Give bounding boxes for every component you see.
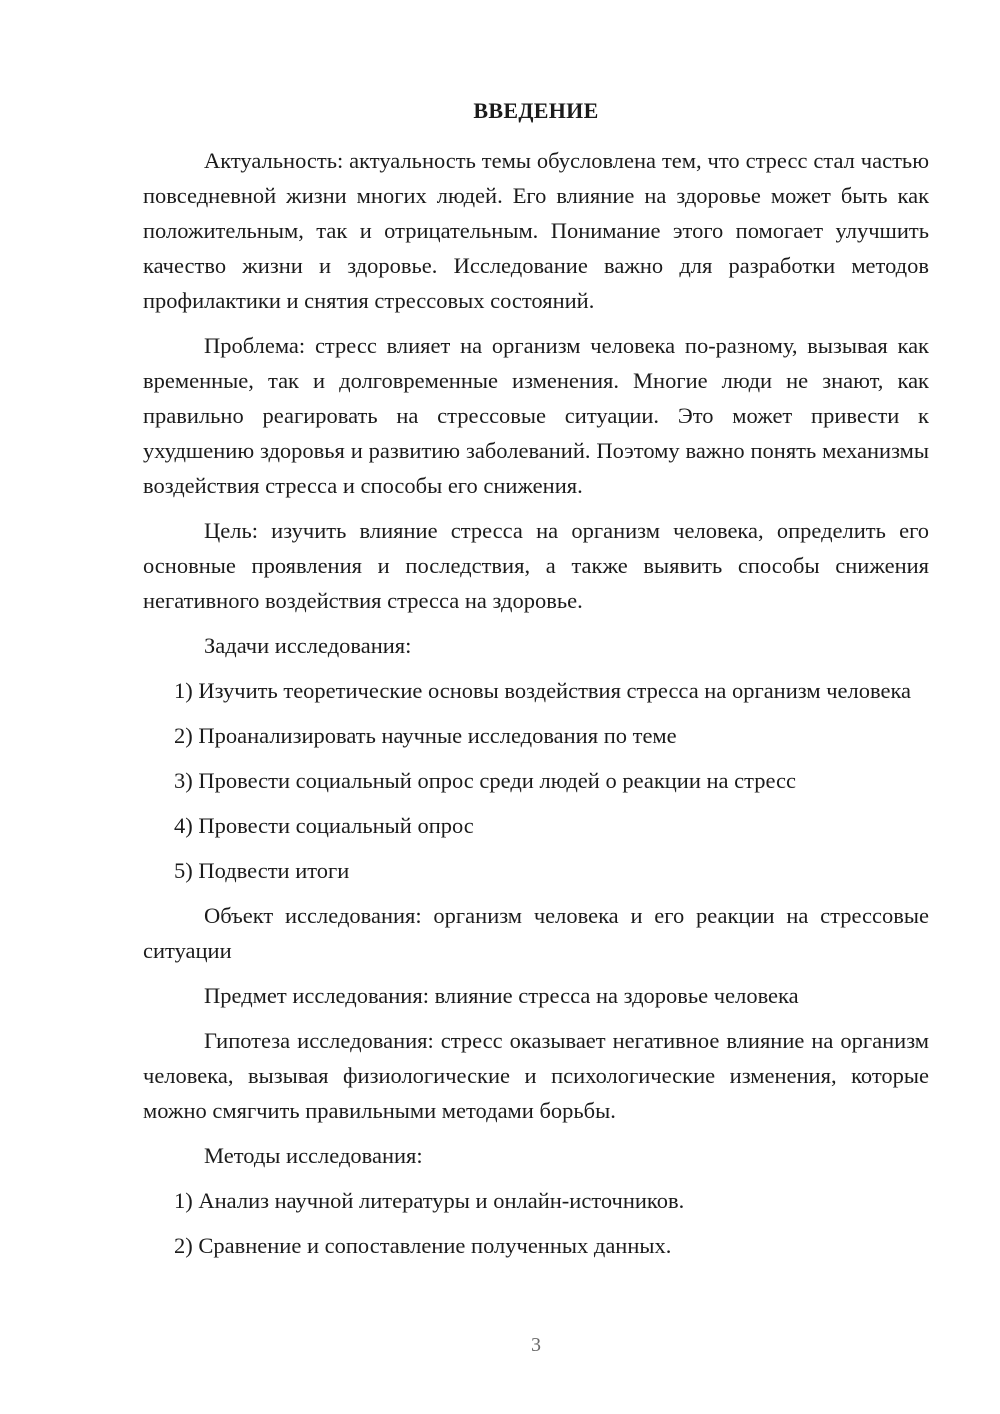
- task-item: 5) Подвести итоги: [174, 858, 350, 883]
- page-title: ВВЕДЕНИЕ: [473, 98, 599, 123]
- paragraph-problem: Проблема: стресс влияет на организм человека по-разному, вызывая как временные, так и долговременные изменения. Многие люди не знают, как правильно реагировать на стрессовые ситуации. Это может привести к ухудшению здоровья и развитию заболеваний. Поэтому важно понять механизмы воздействия стресса и способы его снижения.: [143, 333, 929, 498]
- task-item: 2) Проанализировать научные исследования по теме: [174, 723, 677, 748]
- task-item: 1) Изучить теоретические основы воздействия стресса на организм человека: [174, 678, 912, 703]
- task-item: 3) Провести социальный опрос среди людей о реакции на стресс: [174, 768, 797, 793]
- method-item: 1) Анализ научной литературы и онлайн-источников.: [174, 1188, 685, 1213]
- method-item: 2) Сравнение и сопоставление полученных данных.: [174, 1233, 672, 1258]
- paragraph-goal: Цель: изучить влияние стресса на организм человека, определить его основные проявления и последствия, а также выявить способы снижения негативного воздействия стресса на здоровье.: [143, 518, 929, 613]
- methods-heading: Методы исследования:: [204, 1143, 423, 1168]
- tasks-heading: Задачи исследования:: [204, 633, 412, 658]
- paragraph-relevance: Актуальность: актуальность темы обусловлена тем, что стресс стал частью повседневной жизни многих людей. Его влияние на здоровье может быть как положительным, так и отрицательным. Понимание этого помогает улучшить качество жизни и здоровье. Исследование важно для разработки методов профилактики и снятия стрессовых состояний.: [143, 148, 929, 313]
- paragraph-hypothesis: Гипотеза исследования: стресс оказывает негативное влияние на организм человека, вызывая физиологические и психологические изменения, которые можно смягчить правильными методами борьбы.: [143, 1028, 929, 1123]
- document-body: [143, 143, 929, 1263]
- paragraph-object: Объект исследования: организм человека и его реакции на стрессовые ситуации: [143, 903, 929, 963]
- paragraph-subject: Предмет исследования: влияние стресса на здоровье человека: [204, 983, 799, 1008]
- task-item: 4) Провести социальный опрос: [174, 813, 474, 838]
- page-number: 3: [531, 1334, 541, 1356]
